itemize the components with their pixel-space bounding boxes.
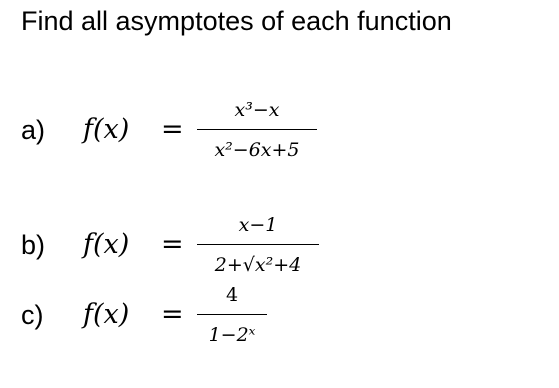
equals-sign: =	[161, 229, 184, 260]
denominator-text: 2+√x²+4	[214, 254, 302, 276]
fraction-bar	[197, 314, 267, 315]
numerator-text: x³−x	[234, 99, 280, 121]
numerator	[197, 99, 317, 121]
function-name: f(x)	[83, 299, 130, 330]
fraction	[197, 95, 317, 165]
problem-a	[21, 95, 341, 165]
function-name: f(x)	[83, 229, 130, 260]
fraction	[197, 280, 267, 350]
page-title: Find all asymptotes of each function	[21, 6, 452, 36]
problem-b	[21, 210, 341, 280]
problem-label: a)	[21, 115, 46, 145]
problem-c	[21, 280, 341, 350]
denominator-text: 1−2ˣ	[208, 324, 256, 346]
numerator-text: 4	[225, 284, 239, 306]
denominator	[197, 254, 319, 276]
equals-sign: =	[161, 299, 184, 330]
numerator	[197, 214, 319, 236]
equals-sign: =	[161, 114, 184, 145]
problem-label: b)	[21, 230, 46, 260]
numerator	[197, 284, 267, 306]
problem-label: c)	[21, 300, 44, 330]
denominator	[197, 324, 267, 346]
fraction	[197, 210, 319, 280]
fraction-bar	[197, 129, 317, 130]
fraction-bar	[197, 244, 319, 245]
denominator	[197, 139, 317, 161]
numerator-text: x−1	[238, 214, 278, 236]
denominator-text: x²−6x+5	[214, 139, 300, 161]
function-name: f(x)	[83, 114, 130, 145]
